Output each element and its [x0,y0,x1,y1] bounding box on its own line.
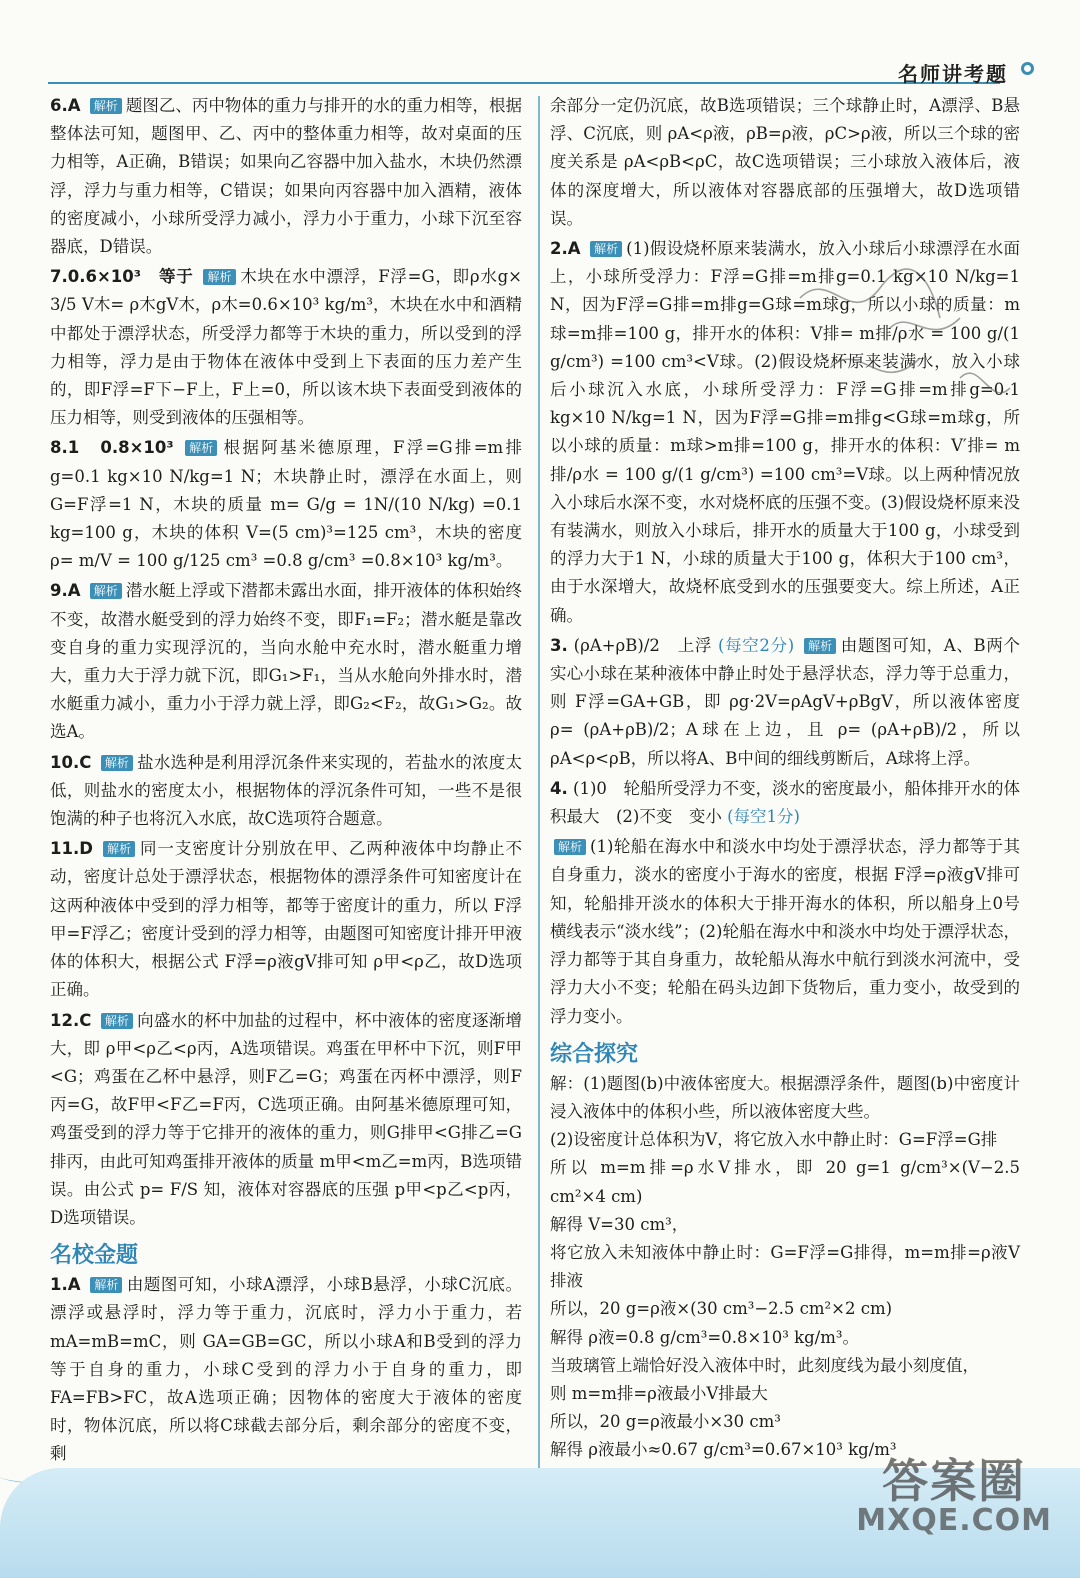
solution-line: 解得 V=30 cm³， [550,1214,689,1234]
analysis-tag: 解析 [90,1277,122,1293]
column-divider [538,96,540,1476]
answer-text: 余部分一定仍沉底，故B选项错误；三个球静止时，A漂浮、B悬浮、C沉底，则 ρA<ρ液，ρB=ρ液，ρC>ρ液，所以三个球的密度关系是 ρA<ρB<ρC，故C选项错误；三小球放入液体后，液体的深度增大，所以液体对容器底部的压强增大，故D选项错误。 [550,96,1020,228]
section-title-mingxiao: 名校金题 [50,1243,139,1269]
header-title: 名师讲考题 [898,62,1008,86]
analysis-tag: 解析 [185,440,217,456]
answer-number: 2.A [550,239,581,259]
analysis-tag: 解析 [101,1013,133,1029]
answer-text: 木块在水中漂浮，F浮=G，即ρ水g× 3/5 V木= ρ木gV木，ρ木=0.6×10³ kg/m³，木块在水中和酒精中都处于漂浮状态，所受浮力都等于木块的重力，所以受到的浮力相等，浮力是由于物体在液体中受到上下表面的压力差产生的，即F浮=F下−F上，F上=0，所以该木块下表面受到液体的压力相等，则受到液体的压强相等。 [50,267,522,428]
answer-number: 1.A [50,1275,81,1295]
answer-text: 题图乙、丙中物体的重力与排开的水的重力相等，根据整体法可知，题图甲、乙、丙中的整体重力相等，故对桌面的压力相等，A正确，B错误；如果向乙容器中加入盐水，木块仍然漂浮，浮力与重力相等，C错误；如果向丙容器中加入酒精，液体的密度减小，小球所受浮力减小，浮力小于重力，小球下沉至容器底，D错误。 [50,96,523,257]
analysis-tag: 解析 [90,583,122,599]
answer-fill: (ρA+ρB)/2 上浮 [573,635,713,655]
answer-text: (1)假设烧杯原来装满水，放入小球后小球漂浮在水面上，小球所受浮力：F浮=G排=m排g=0.1 kg×10 N/kg=1 N，因为F浮=G排=m排g=G球=m球g，所以小球的质量：m球=m排=100 g，排开水的体积：V排= m排/ρ水 = 100 g/(1 g/cm³) =100 cm³<V球。(2)假设烧杯原来装满水，放入小球后小球沉入水底，小球所受浮力：F浮=G排=m排g=0.1 kg×10 N/kg=1 N，因为F浮=G排=m排g<G球=m球g，所以小球的质量：m球>m排=100 g，排开水的体积：V′排= m排/ρ水 = 100 g/(1 g/cm³) =100 cm³=V球。以上两种情况放入小球后水深不变，水对烧杯底的压强不变。(3)假设烧杯原来没有装满水，则放入小球后，排开水的质量大于100 g，小球受到的浮力大于1 N，小球的质量大于100 g，体积大于100 cm³，由于水深增大，故烧杯底受到水的压强要变大。综上所述，A正确。 [550,239,1021,625]
answer-text: (1)轮船在海水中和淡水中均处于漂浮状态，浮力都等于其自身重力，淡水的密度小于海水的密度，根据 F浮=ρ液gV排可知，轮船排开淡水的体积大于排开海水的体积，所以船身上0号横线表示“淡水线”；(2)轮船在海水中和淡水中均处于漂浮状态，浮力都等于其自身重力，故轮船从海水中航行到淡水河流中，受浮力大小不变；轮船在码头边卸下货物后，重力变小，故受到的浮力变小。 [550,837,1020,1026]
answer-number: 7.0.6×10³ 等于 [50,267,194,287]
answer-item [50,577,522,746]
solution-line: 将它放入未知液体中静止时：G=F浮=G排得，m=m排=ρ液V排液 [550,1242,1020,1291]
answer-text: 潜水艇上浮或下潜都未露出水面，排开液体的体积始终不变，故潜水艇受到的浮力始终不变，即F₁=F₂；潜水艇是靠改变自身的重力实现浮沉的，当向水舱中充水时，潜水艇重力增大，重力大于浮力就下沉，即G₁>F₁，当从水舱向外排水时，潜水艇重力减小，重力小于浮力就上浮，即G₂<F₂，故G₁>G₂。故选A。 [50,581,523,742]
analysis-tag: 解析 [90,98,122,114]
header-circle-icon [1021,62,1034,75]
answer-item [50,1271,522,1468]
solution-line: 解：(1)题图(b)中液体密度大。根据漂浮条件，题图(b)中密度计浸入液体中的体积小些，所以液体密度大些。 [550,1073,1020,1121]
solution-line: 所以 m=m排=ρ水V排水，即 20 g=1 g/cm³×(V−2.5 cm²×4 cm) [550,1158,1020,1206]
header-rule [48,82,1000,84]
answer-number: 3. [550,635,568,655]
answer-text: 向盛水的杯中加盐的过程中，杯中液体的密度逐渐增大，即 ρ甲<ρ乙<ρ丙，A选项错误。鸡蛋在甲杯中下沉，则F甲<G；鸡蛋在乙杯中悬浮，则F乙=G；鸡蛋在丙杯中漂浮，则F丙=G，故F甲<F乙=F丙，C选项正确。由阿基米德原理可知，鸡蛋受到的浮力等于它排开的液体的重力，则G排甲<G排乙=G排丙，由此可知鸡蛋排开液体的质量 m甲<m乙=m丙，B选项错误。由公式 p= F/S 知，液体对容器底的压强 p甲<p乙<p丙，D选项错误。 [50,1010,523,1227]
answer-number: 6.A [50,96,81,115]
answer-fill: (1)0 轮船所受浮力不变，淡水的密度最小，船体排开水的体积最大 (2)不变 变小 [550,778,1021,827]
answer-number: 9.A [50,581,81,601]
answer-number: 11.D [50,839,93,859]
answer-item [50,749,522,834]
score-hint: (每空1分) [727,807,800,827]
watermark-logo [856,1445,1052,1538]
answer-text: 由题图可知，A、B两个实心小球在某种液体中静止时处于悬浮状态，浮力等于总重力，则 F浮=GA+GB，即 ρg·2V=ρAgV+ρBgV，所以液体密度 ρ= (ρA+ρB)/2；A球在上边，且 ρ= (ρA+ρB)/2，所以 ρA<ρ<ρB，所以将A、B中间的细线剪断后，A球将上浮。 [550,635,1021,768]
solution-line: 所以，20 g=ρ液最小×30 cm³ [550,1412,781,1432]
answer-item [50,835,522,1004]
answer-text: 盐水选种是利用浮沉条件来实现的，若盐水的浓度太低，则盐水的密度太小，根据物体的浮沉条件可知，一些不是很饱满的种子也将沉入水底，故C选项符合题意。 [50,752,523,829]
analysis-tag: 解析 [101,755,133,771]
analysis-tag: 解析 [103,841,135,857]
answer-number: 12.C [50,1010,92,1030]
right-column [550,92,1020,1521]
solution-line: 所以，20 g=ρ液×(30 cm³−2.5 cm²×2 cm) [550,1299,893,1319]
right-answer-list [550,92,1020,1031]
answer-number: 4. [550,778,568,798]
score-hint: (每空2分) [717,635,795,655]
answer-item [50,263,522,432]
left-answer-list [50,92,522,1232]
analysis-tag: 解析 [804,638,836,654]
logo-url: MXQE.COM [856,1503,1052,1538]
analysis-tag: 解析 [203,269,235,285]
solution-line: 解得 ρ液=0.8 g/cm³=0.8×10³ kg/m³。 [550,1327,860,1347]
logo-mark: 答案圈 [882,1454,1027,1508]
analysis-tag: 解析 [590,241,622,257]
answer-text: 由题图可知，小球A漂浮，小球B悬浮，小球C沉底。漂浮或悬浮时，浮力等于重力，沉底时，浮力小于重力，若 mA=mB=mC，则 GA=GB=GC，所以小球A和B受到的浮力等于自身的重力，小球C受到的浮力小于自身的重力，即FA=FB>FC，故A选项正确；因物体的密度大于液体的密度时，物体沉底，所以将C球截去部分后，剩余部分的密度不变，剩 [50,1275,523,1464]
answer-item [550,92,1020,233]
page-header [0,0,1080,96]
answer-item [550,775,1020,831]
left-column [50,92,522,1471]
answer-text: 根据阿基米德原理，F浮=G排=m排g=0.1 kg×10 N/kg=1 N；木块静止时，漂浮在水面上，则G=F浮=1 N，木块的质量 m= G/g = 1N/(10 N/kg) =0.1 kg=100 g，木块的体积 V=(5 cm)³=125 cm³，木块的密度 ρ= m/V = 100 g/125 cm³ =0.8 g/cm³ =0.8×10³ kg/m³。 [50,438,522,571]
analysis-tag: 解析 [554,839,586,855]
solution-line: 则 m=m排=ρ液最小V排最大 [550,1383,768,1403]
solution-line: 解得 ρ液最小≈0.67 g/cm³=0.67×10³ kg/m³ [550,1440,897,1460]
answer-item [550,235,1020,630]
answer-number: 10.C [50,752,92,772]
answer-item [550,632,1020,773]
solution-line: (2)设密度计总体积为V，将它放入水中静止时：G=F浮=G排 [550,1130,998,1150]
answer-item [50,1007,522,1233]
answer-item [550,833,1020,1030]
answer-item [50,92,522,261]
answer-number: 8.1 0.8×10³ [50,438,174,458]
solution-line: 当玻璃管上端恰好没入液体中时，此刻度线为最小刻度值， [550,1355,979,1375]
answer-text: 同一支密度计分别放在甲、乙两种液体中均静止不动，密度计总处于漂浮状态，根据物体的漂浮条件可知密度计在这两种液体中受到的浮力相等，都等于密度计的重力，所以 F浮甲=F浮乙；密度计受到的浮力相等，由题图可知密度计排开甲液体的体积大，根据公式 F浮=ρ液gV排可知 ρ甲<ρ乙，故D选项正确。 [50,839,523,1000]
section-title-zonghe: 综合探究 [550,1041,639,1067]
answer-item [50,434,522,575]
left-answer-list-2 [50,1271,522,1468]
